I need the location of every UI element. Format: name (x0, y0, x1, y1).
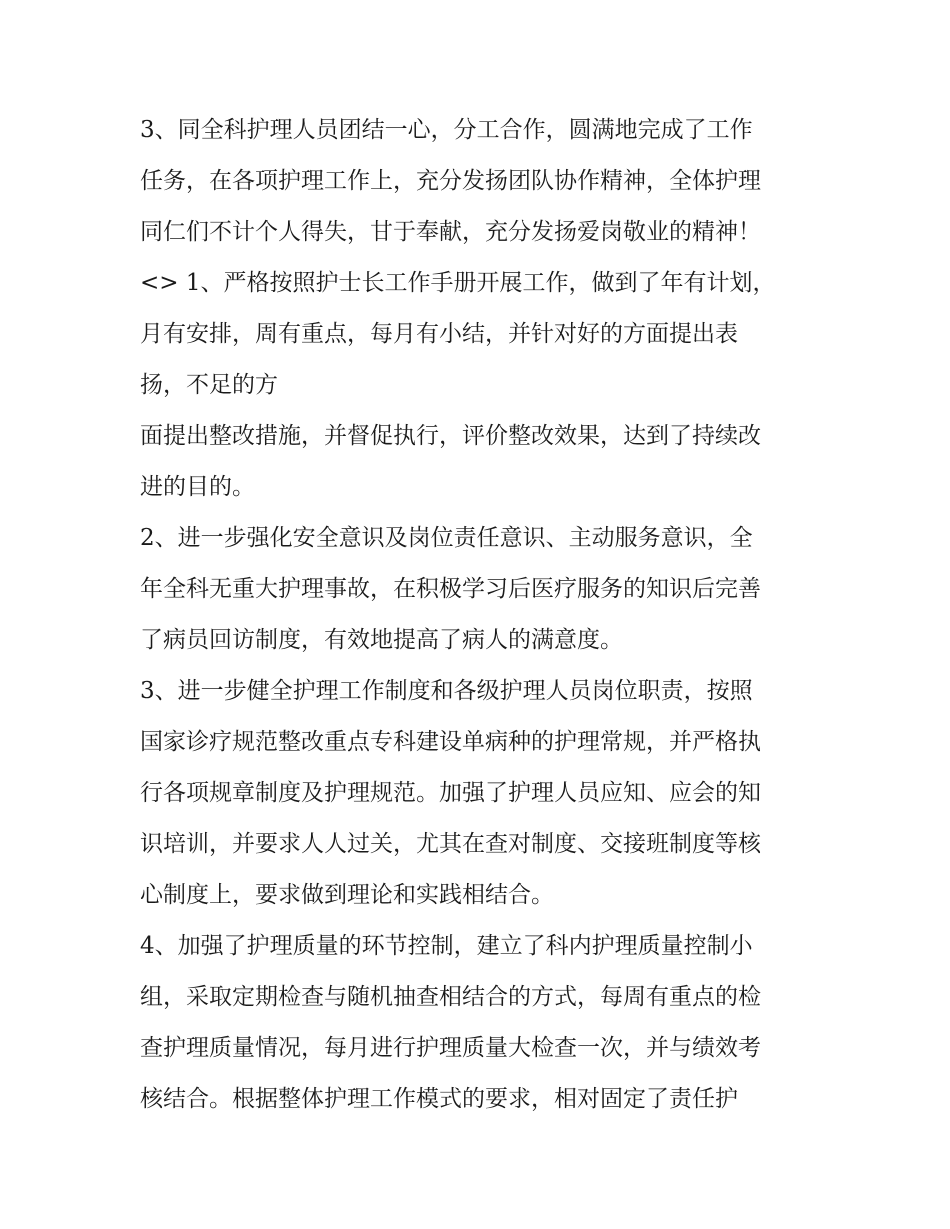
text-line: 查护理质量情况，每月进行护理质量大检查一次，并与绩效考 (140, 1035, 761, 1061)
text-line: 月有安排，周有重点，每月有小结，并针对好的方面提出表 (140, 321, 738, 347)
text-line: 行各项规章制度及护理规范。加强了护理人员应知、应会的知 (140, 780, 761, 806)
text-line: 心制度上，要求做到理论和实践相结合。 (140, 882, 554, 908)
text-line: 识培训，并要求人人过关，尤其在查对制度、交接班制度等核 (140, 831, 761, 857)
text-line: 同仁们不计个人得失，甘于奉献，充分发扬爱岗敬业的精神！ (140, 219, 761, 245)
text-line: <> 1、严格按照护士长工作手册开展工作，做到了年有计划， (140, 270, 776, 296)
text-line: 2、进一步强化安全意识及岗位责任意识、主动服务意识，全 (140, 525, 753, 551)
text-line: 3、同全科护理人员团结一心，分工合作，圆满地完成了工作 (140, 117, 753, 143)
text-line: 进的目的。 (140, 474, 255, 500)
text-line: 3、进一步健全护理工作制度和各级护理人员岗位职责，按照 (140, 678, 753, 704)
text-line: 任务，在各项护理工作上，充分发扬团队协作精神，全体护理 (140, 168, 761, 194)
text-line: 国家诊疗规范整改重点专科建设单病种的护理常规，并严格执 (140, 729, 761, 755)
text-line: 年全科无重大护理事故，在积极学习后医疗服务的知识后完善 (140, 576, 761, 602)
document-body (140, 105, 820, 1125)
text-line: 了病员回访制度，有效地提高了病人的满意度。 (140, 627, 623, 653)
text-line: 扬，不足的方 (140, 372, 278, 398)
text-line: 组，采取定期检查与随机抽查相结合的方式，每周有重点的检 (140, 984, 761, 1010)
text-line: 4、加强了护理质量的环节控制，建立了科内护理质量控制小 (140, 933, 753, 959)
text-line: 核结合。根据整体护理工作模式的要求，相对固定了责任护 (140, 1086, 738, 1112)
text-line: 面提出整改措施，并督促执行，评价整改效果，达到了持续改 (140, 423, 761, 449)
